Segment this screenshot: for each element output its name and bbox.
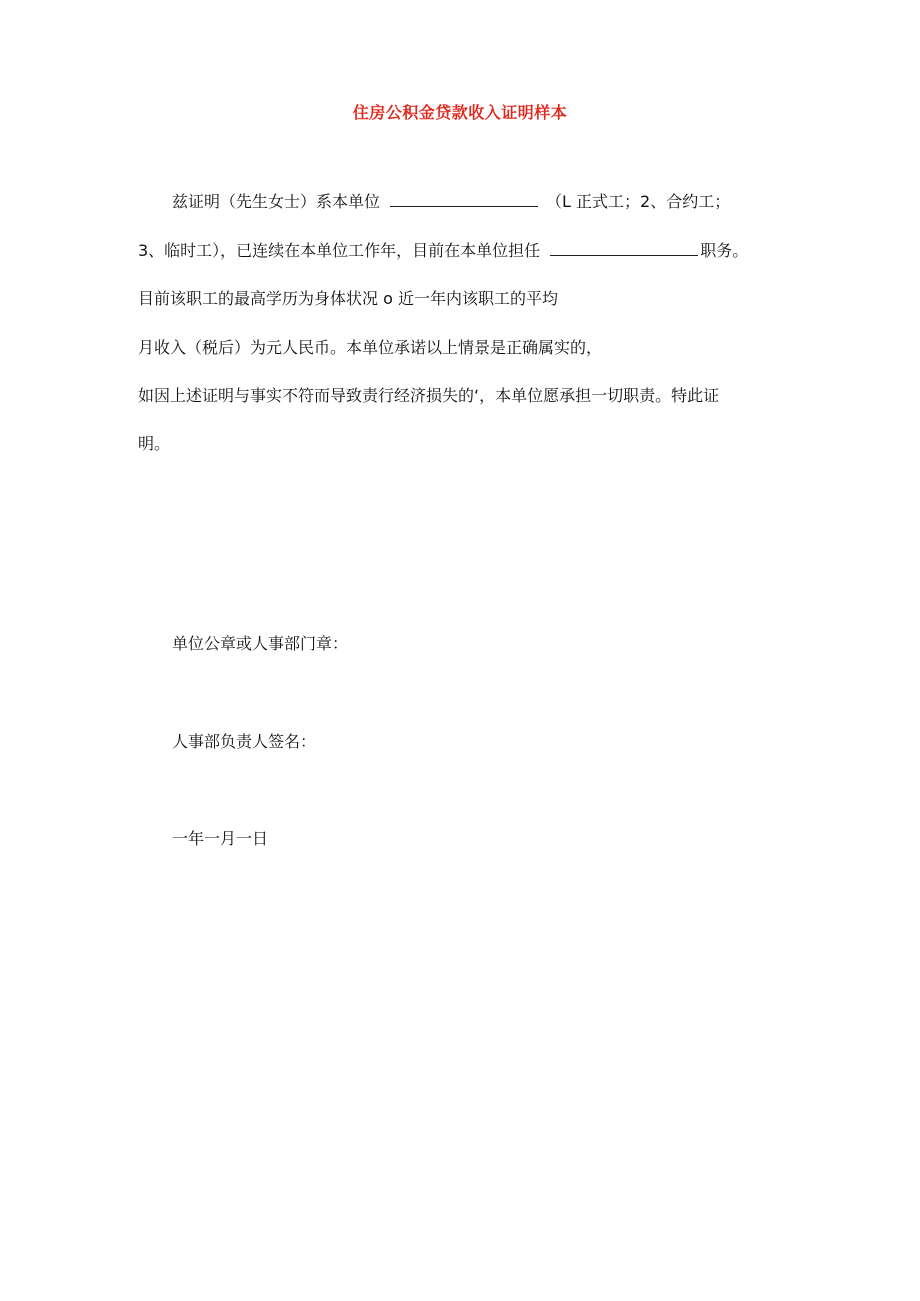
unit-name-blank <box>390 192 538 207</box>
body-line-1-end: （L 正式工；2、合约工； <box>546 192 731 211</box>
seal-label: 单位公章或人事部门章： <box>172 634 349 653</box>
body-line-6: 明。 <box>138 434 171 453</box>
body-line-1-start: 兹证明（先生女士）系本单位 <box>172 192 381 211</box>
body-line-3: 目前该职工的最高学历为身体状况 o 近一年内该职工的平均 <box>138 289 558 308</box>
body-line-2-end: 职务。 <box>700 241 749 260</box>
date-label: 一年一月一日 <box>172 829 269 848</box>
body-line-2 <box>138 240 748 262</box>
body-line-5: 如因上述证明与事实不符而导致责行经济损失的‘，本单位愿承担一切职责。特此证 <box>138 386 720 405</box>
position-blank <box>550 241 698 256</box>
body-line-2-start: 3、临时工），已连续在本单位工作年，目前在本单位担任 <box>138 241 541 260</box>
document-title: 住房公积金贷款收入证明样本 <box>352 103 568 122</box>
body-line-4: 月收入（税后）为元人民币。本单位承诺以上情景是正确属实的， <box>138 338 603 357</box>
signature-label: 人事部负责人签名： <box>172 732 317 751</box>
body-line-1 <box>172 191 730 213</box>
